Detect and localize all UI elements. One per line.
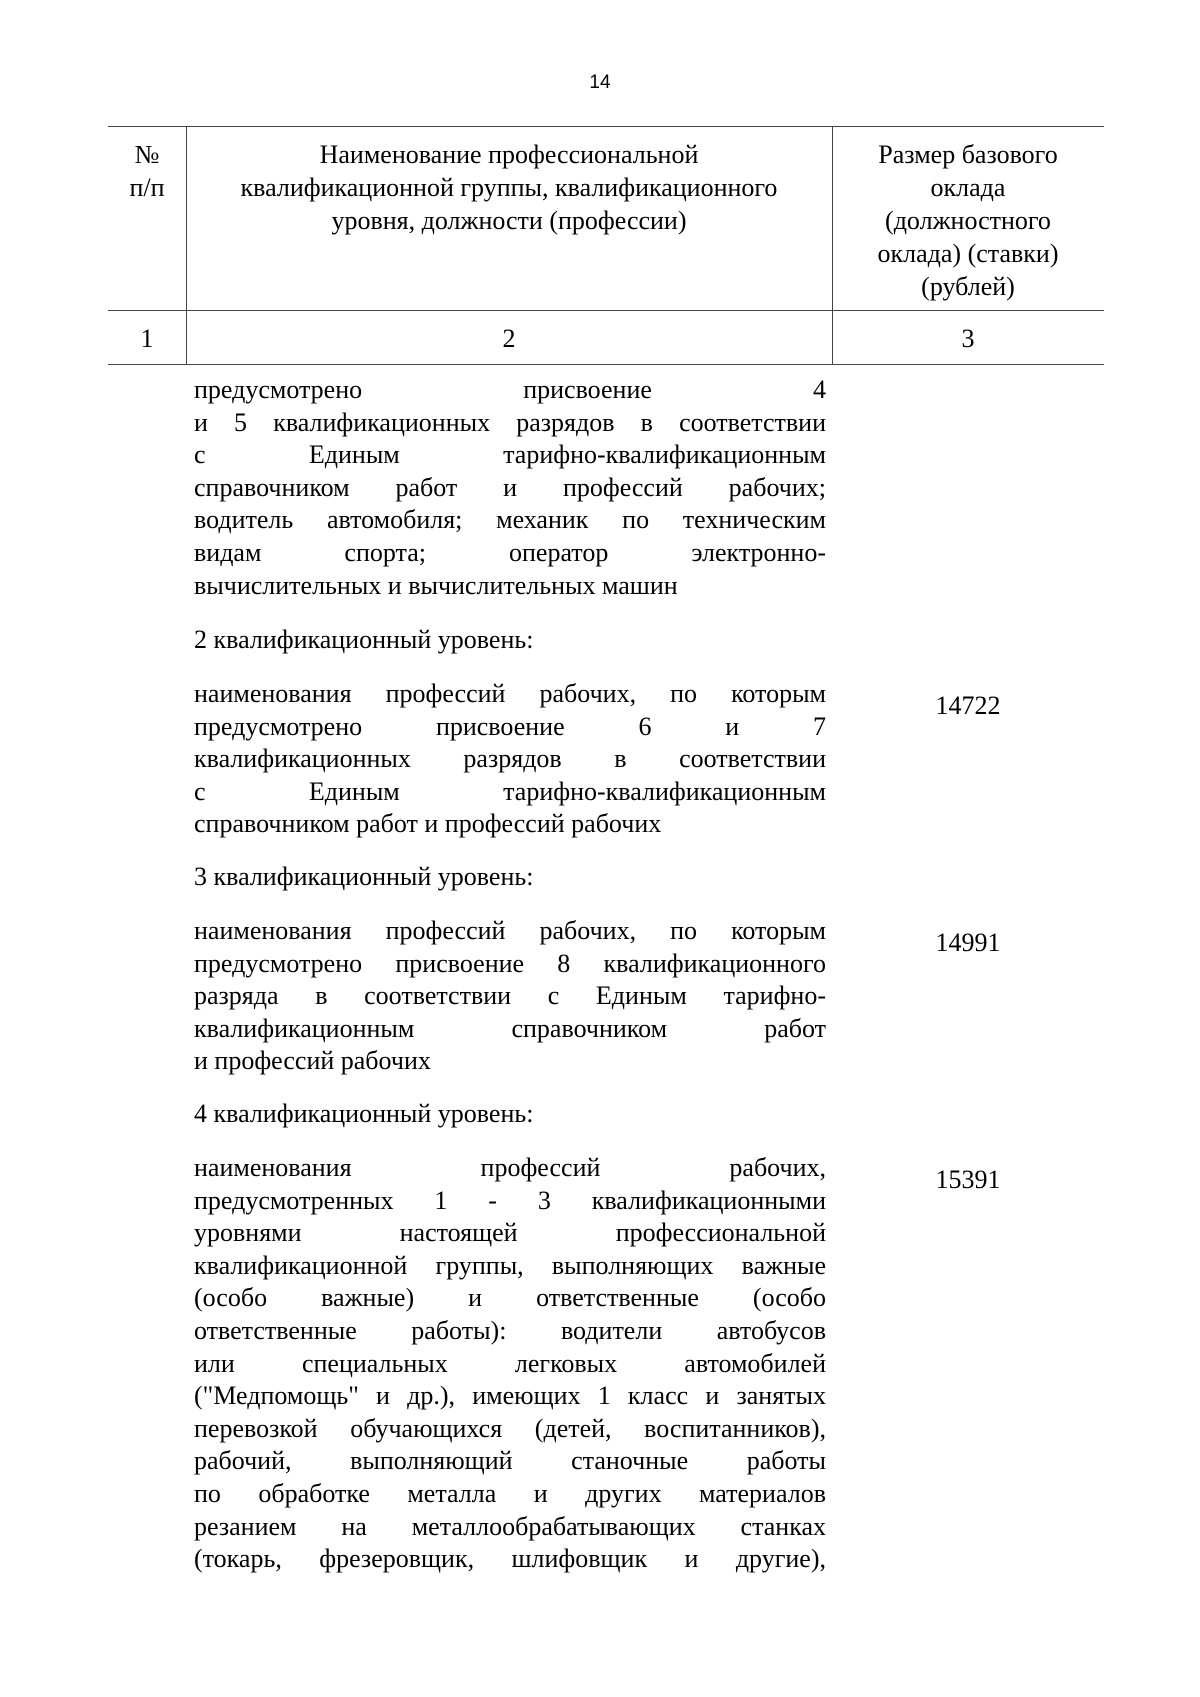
header-col-salary-line: оклада) (ставки) bbox=[877, 239, 1059, 268]
text-line: с Единым тарифно-квалификационным bbox=[194, 440, 826, 470]
text-line: разряда в соответствии с Единым тарифно- bbox=[194, 981, 826, 1011]
text-line: вычислительных и вычислительных машин bbox=[194, 570, 678, 600]
text-line: справочником работ и профессий рабочих bbox=[194, 809, 662, 839]
header-col-salary-line: (должностного bbox=[885, 206, 1051, 235]
text-line: наименования профессий рабочих, bbox=[194, 1153, 826, 1182]
text-line: ("Медпомощь" и др.), имеющих 1 класс и занятых bbox=[194, 1381, 826, 1411]
text-line: водитель автомобиля; механик по техническим bbox=[194, 505, 826, 535]
column-number-1: 1 bbox=[140, 324, 154, 353]
text-line: (токарь, фрезеровщик, шлифовщик и другие), bbox=[194, 1544, 826, 1574]
text-line: уровнями настоящей профессиональной bbox=[194, 1218, 826, 1248]
text-line: (особо важные) и ответственные (особо bbox=[194, 1283, 826, 1313]
header-col-name-line: уровня, должности (профессии) bbox=[331, 206, 687, 235]
text-line: квалификационным справочником работ bbox=[194, 1013, 826, 1043]
table-top-border bbox=[108, 126, 1104, 127]
text-line: и 5 квалификационных разрядов в соответствии bbox=[194, 407, 826, 437]
text-line: видам спорта; оператор электронно- bbox=[194, 537, 826, 567]
text-line: по обработке металла и других материалов bbox=[194, 1478, 826, 1508]
table-header-divider bbox=[108, 310, 1104, 311]
text-line: предусмотрено присвоение 4 bbox=[194, 375, 826, 404]
text-line: наименования профессий рабочих, по которым bbox=[194, 916, 826, 945]
header-col-name-line: Наименование профессиональной bbox=[319, 140, 699, 169]
level-4-heading: 4 квалификационный уровень: bbox=[194, 1099, 534, 1128]
column-number-3: 3 bbox=[961, 324, 975, 353]
header-col-salary-line: (рублей) bbox=[921, 272, 1015, 301]
level-3-heading: 3 квалификационный уровень: bbox=[194, 862, 534, 891]
header-col-number-line: № bbox=[134, 140, 160, 169]
level-4-salary: 15391 bbox=[935, 1165, 1001, 1194]
header-col-name-line: квалификационной группы, квалификационного bbox=[240, 173, 778, 202]
text-line: справочником работ и профессий рабочих; bbox=[194, 472, 826, 502]
header-col-salary bbox=[832, 138, 1104, 303]
text-line: квалификационных разрядов в соответствии bbox=[194, 744, 826, 774]
text-line: ответственные работы): водители автобусов bbox=[194, 1315, 826, 1345]
level-3-salary: 14991 bbox=[935, 928, 1001, 957]
text-line: предусмотрено присвоение 6 и 7 bbox=[194, 711, 826, 741]
text-line: перевозкой обучающихся (детей, воспитанников), bbox=[194, 1413, 826, 1443]
level-3-description bbox=[194, 915, 826, 1078]
text-line: и профессий рабочих bbox=[194, 1046, 431, 1076]
text-line: предусмотренных 1 - 3 квалификационными bbox=[194, 1185, 826, 1215]
text-line: резанием на металлообрабатывающих станках bbox=[194, 1511, 826, 1541]
level-4-description bbox=[194, 1152, 826, 1576]
continuation-paragraph bbox=[194, 374, 826, 602]
column-number-2: 2 bbox=[502, 324, 516, 353]
text-line: предусмотрено присвоение 8 квалификационного bbox=[194, 948, 826, 978]
text-line: или специальных легковых автомобилей bbox=[194, 1348, 826, 1378]
header-col-number-line: п/п bbox=[129, 173, 165, 202]
header-col-number bbox=[108, 138, 186, 204]
text-line: квалификационной группы, выполняющих важные bbox=[194, 1250, 826, 1280]
header-col-salary-line: оклада bbox=[930, 173, 1006, 202]
header-col-salary-line: Размер базового bbox=[878, 140, 1058, 169]
level-2-salary: 14722 bbox=[935, 691, 1001, 720]
level-2-heading: 2 квалификационный уровень: bbox=[194, 625, 534, 654]
text-line: с Единым тарифно-квалификационным bbox=[194, 776, 826, 806]
text-line: наименования профессий рабочих, по которым bbox=[194, 679, 826, 708]
header-col-name bbox=[186, 138, 832, 237]
page-number: 14 bbox=[589, 72, 611, 93]
text-line: рабочий, выполняющий станочные работы bbox=[194, 1446, 826, 1476]
table-numbers-divider bbox=[108, 364, 1104, 365]
level-2-description bbox=[194, 678, 826, 841]
